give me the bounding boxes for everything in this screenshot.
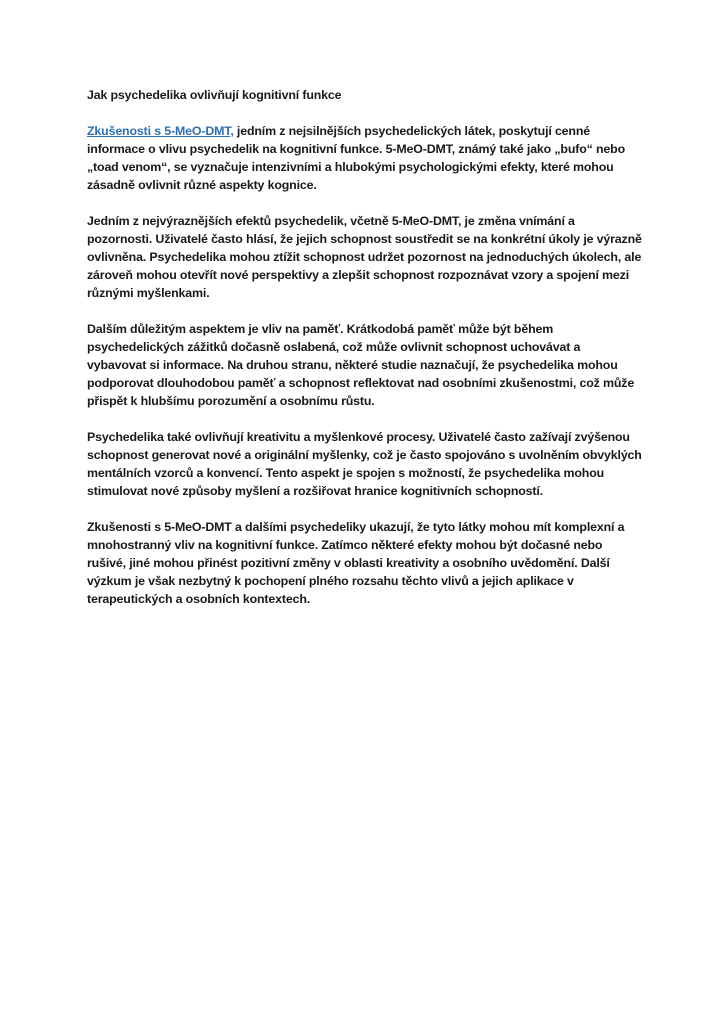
paragraph-1: [87, 122, 642, 194]
document-title: Jak psychedelika ovlivňují kognitivní funkce: [87, 88, 342, 102]
document-body: [87, 86, 642, 626]
paragraph-2: Jedním z nejvýraznějších efektů psychedelik, včetně 5-MeO-DMT, je změna vnímání a pozornosti. Uživatelé často hlásí, že jejich schopnost soustředit se na konkrétní úkoly je výrazně ovlivněna. Psychedelika mohou ztížit schopnost udržet pozornost na jednoduchých úkolech, ale zároveň mohou otevřít nové perspektivy a zlepšit schopnost rozpoznávat vzory a spojení mezi různými myšlenkami.: [87, 214, 642, 300]
paragraph-5: Zkušenosti s 5-MeO-DMT a dalšími psychedeliky ukazují, že tyto látky mohou mít komplexní a mnohostranný vliv na kognitivní funkce. Zatímco některé efekty mohou být dočasné nebo rušivé, jiné mohou přinést pozitivní změny v oblasti kreativity a osobního uvědomění. Další výzkum je však nezbytný k pochopení plného rozsahu těchto vlivů a jejich aplikace v terapeutických a osobních kontextech.: [87, 520, 625, 606]
5-meo-dmt-link[interactable]: Zkušenosti s 5-MeO-DMT,: [87, 124, 234, 138]
paragraph-1-text: jedním z nejsilnějších psychedelických látek, poskytují cenné informace o vlivu psychedelik na kognitivní funkce. 5-MeO-DMT, známý také jako „bufo“ nebo „toad venom“, se vyznačuje intenzivními a hlubokými psychologickými efekty, které mohou zásadně ovlivnit různé aspekty kognice.: [87, 124, 625, 192]
paragraph-3: Dalším důležitým aspektem je vliv na paměť. Krátkodobá paměť může být během psychedelických zážitků dočasně oslabená, což může ovlivnit schopnost uchovávat a vybavovat si informace. Na druhou stranu, některé studie naznačují, že psychedelika mohou podporovat dlouhodobou paměť a schopnost reflektovat nad osobními zkušenostmi, což může přispět k hlubšímu porozumění a osobnímu růstu.: [87, 322, 635, 408]
paragraph-4: Psychedelika také ovlivňují kreativitu a myšlenkové procesy. Uživatelé často zažívají zvýšenou schopnost generovat nové a originální myšlenky, což je často spojováno s uvolněním obvyklých mentálních vzorců a konvencí. Tento aspekt je spojen s možností, že psychedelika mohou stimulovat nové způsoby myšlení a rozšiřovat hranice kognitivních schopností.: [87, 430, 642, 498]
